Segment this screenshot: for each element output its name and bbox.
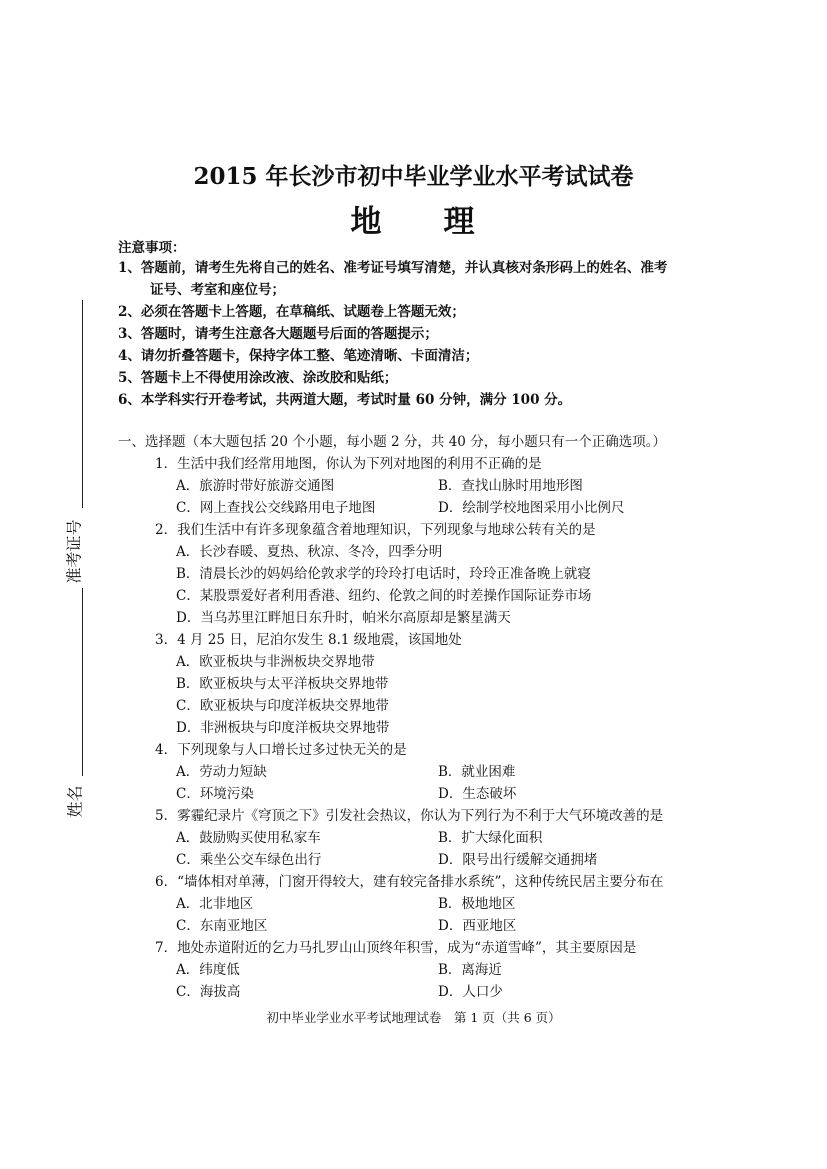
page-footer: 初中毕业学业水平考试地理试卷 第 1 页（共 6 页） <box>266 1010 561 1025</box>
question-1: 1．生活中我们经常用地图，你认为下列对地图的利用不正确的是 <box>155 456 542 472</box>
notice-item-4: 4、请勿折叠答题卡，保持字体工整、笔迹清晰、卡面清洁； <box>118 348 479 364</box>
q5-option-b: B．扩大绿化面积 <box>438 830 543 846</box>
binding-line-top <box>82 300 83 508</box>
notice-item-3: 3、答题时，请考生注意各大题题号后面的答题提示； <box>118 326 438 342</box>
q1-option-a: A．旅游时带好旅游交通图 <box>176 478 335 494</box>
q2-option-b: B．清晨长沙的妈妈给伦敦求学的玲玲打电话时，玲玲正准备晚上就寝 <box>176 566 591 582</box>
notice-item-6: 6、本学科实行开卷考试，共两道大题，考试时量 60 分钟，满分 100 分。 <box>118 392 572 408</box>
question-3: 3．4 月 25 日，尼泊尔发生 8.1 级地震，该国地处 <box>155 632 462 648</box>
q5-option-a: A．鼓励购买使用私家车 <box>176 830 321 846</box>
question-6: 6．“墙体相对单薄，门窗开得较大，建有较完备排水系统”，这种传统民居主要分布在 <box>155 874 664 890</box>
exam-number-label: 准考证号 <box>64 519 84 584</box>
q2-option-c: C．某股票爱好者利用香港、纽约、伦敦之间的时差操作国际证券市场 <box>176 588 592 604</box>
notice-item-2: 2、必须在答题卡上答题，在草稿纸、试题卷上答题无效； <box>118 304 465 320</box>
section-heading: 一、选择题（本大题包括 20 个小题，每小题 2 分，共 40 分，每小题只有一个正确选项。） <box>118 434 666 450</box>
q4-option-c: C．环境污染 <box>176 786 254 802</box>
q4-option-d: D．生态破坏 <box>438 786 517 802</box>
question-5: 5．雾霾纪录片《穹顶之下》引发社会热议，你认为下列行为不利于大气环境改善的是 <box>155 808 664 824</box>
q5-option-d: D．限号出行缓解交通拥堵 <box>438 852 598 868</box>
subject-char-2: 理 <box>443 204 477 240</box>
notice-item-1: 1、答题前，请考生先将自己的姓名、准考证号填写清楚，并认真核对条形码上的姓名、准考 <box>118 260 668 276</box>
question-7: 7．地处赤道附近的乞力马扎罗山山顶终年积雪，成为“赤道雪峰”，其主要原因是 <box>155 940 637 956</box>
exam-number-line <box>82 588 83 776</box>
q5-option-c: C．乘坐公交车绿色出行 <box>176 852 322 868</box>
q7-option-a: A．纬度低 <box>176 962 240 978</box>
q6-option-b: B．极地地区 <box>438 896 516 912</box>
q3-option-d: D．非洲板块与印度洋板块交界地带 <box>176 720 390 736</box>
q2-option-d: D．当乌苏里江畔旭日东升时，帕米尔高原却是繁星满天 <box>176 610 511 626</box>
notice-heading: 注意事项： <box>118 240 186 256</box>
q7-option-c: C．海拔高 <box>176 984 241 1000</box>
notice-item-1-cont: 证号、考室和座位号； <box>150 282 285 298</box>
q6-option-a: A．北非地区 <box>176 896 254 912</box>
exam-title: 2015 年长沙市初中毕业学业水平考试试卷 <box>193 163 634 190</box>
subject-title <box>0 196 827 241</box>
notice-item-5: 5、答题卡上不得使用涂改液、涂改胶和贴纸； <box>118 370 398 386</box>
name-label: 姓名 <box>65 785 85 818</box>
question-2: 2．我们生活中有许多现象蕴含着地理知识，下列现象与地球公转有关的是 <box>155 522 596 538</box>
q6-option-d: D．西亚地区 <box>438 918 517 934</box>
question-4: 4．下列现象与人口增长过多过快无关的是 <box>155 742 407 758</box>
subject-char-1: 地 <box>350 204 384 240</box>
q3-option-c: C．欧亚板块与印度洋板块交界地带 <box>176 698 389 714</box>
q6-option-c: C．东南亚地区 <box>176 918 268 934</box>
q3-option-b: B．欧亚板块与太平洋板块交界地带 <box>176 676 389 692</box>
q7-option-b: B．离海近 <box>438 962 502 978</box>
q2-option-a: A．长沙春暖、夏热、秋凉、冬冷，四季分明 <box>176 544 443 560</box>
q1-option-c: C．网上查找公交线路用电子地图 <box>176 500 376 516</box>
q3-option-a: A．欧亚板块与非洲板块交界地带 <box>176 654 375 670</box>
q1-option-b: B．查找山脉时用地形图 <box>438 478 583 494</box>
q1-option-d: D．绘制学校地图采用小比例尺 <box>438 500 625 516</box>
q7-option-d: D．人口少 <box>438 984 503 1000</box>
q4-option-b: B．就业困难 <box>438 764 516 780</box>
q4-option-a: A．劳动力短缺 <box>176 764 267 780</box>
